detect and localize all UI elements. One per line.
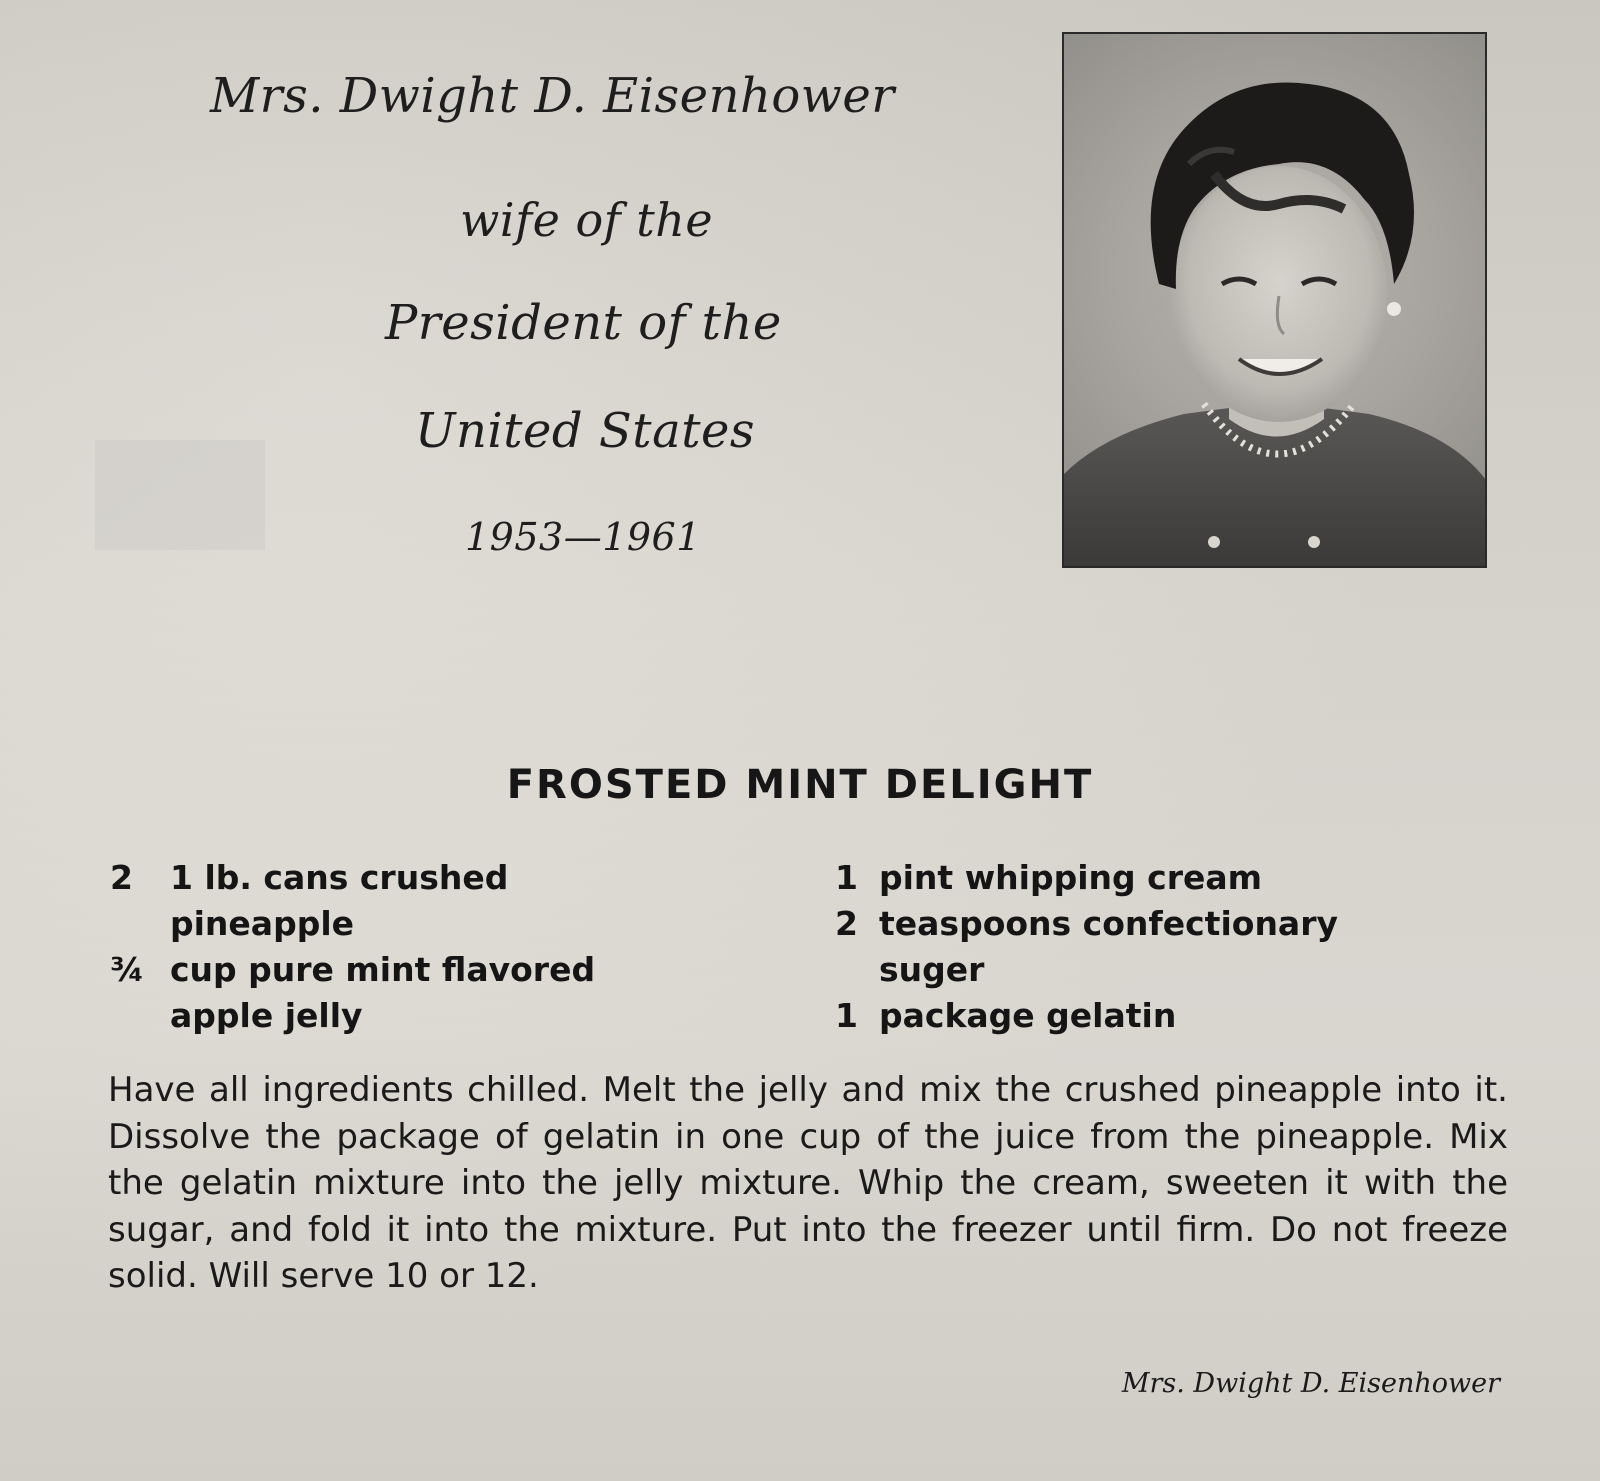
ingredient-text-cont: pineapple	[170, 904, 355, 943]
ingredient-item	[110, 855, 710, 947]
ingredient-text: package gelatin	[879, 996, 1177, 1035]
ingredient-qty: 2	[835, 904, 858, 943]
ingredient-text: teaspoons confectionary	[879, 904, 1338, 943]
portrait-photo	[1062, 32, 1487, 568]
recipe-title: FROSTED MINT DELIGHT	[506, 762, 1094, 808]
ingredient-qty: 1	[835, 996, 858, 1035]
ingredient-item	[835, 901, 1395, 993]
ingredient-item	[835, 993, 1395, 1039]
ingredient-item	[835, 855, 1395, 901]
years-line: 1953—1961	[465, 515, 701, 559]
dedication-block	[170, 60, 1030, 590]
portrait-illustration	[1064, 34, 1487, 568]
ingredients-left-column	[110, 855, 710, 1039]
ingredient-qty: ¾	[110, 950, 145, 989]
ingredient-text: 1 lb. cans crushed	[170, 858, 509, 897]
recipe-instructions: Have all ingredients chilled. Melt the jelly and mix the crushed pineapple into it. Dissolve the package of gelatin in one cup of the juice from the pineapple. Mix the gelatin mixture into the jelly mixture. Whip the cream, sweeten it with the sugar, and fold it into the mixture. Put into the freezer until firm. Do not freeze solid. Will serve 10 or 12.	[108, 1070, 1508, 1296]
ingredient-text-cont: suger	[879, 950, 985, 989]
recipe-signature: Mrs. Dwight D. Eisenhower	[1121, 1368, 1500, 1399]
ingredient-text-cont: apple jelly	[170, 996, 363, 1035]
ingredient-qty: 2	[110, 858, 133, 897]
name-line: Mrs. Dwight D. Eisenhower	[210, 68, 895, 124]
ingredient-item	[110, 947, 710, 1039]
ingredient-qty: 1	[835, 858, 858, 897]
ingredient-text: cup pure mint flavored	[170, 950, 596, 989]
wife-line: wife of the	[460, 193, 714, 247]
president-line: President of the	[385, 295, 782, 351]
ingredient-text: pint whipping cream	[879, 858, 1263, 897]
ingredients-right-column	[835, 855, 1395, 1039]
country-line: United States	[415, 403, 756, 459]
